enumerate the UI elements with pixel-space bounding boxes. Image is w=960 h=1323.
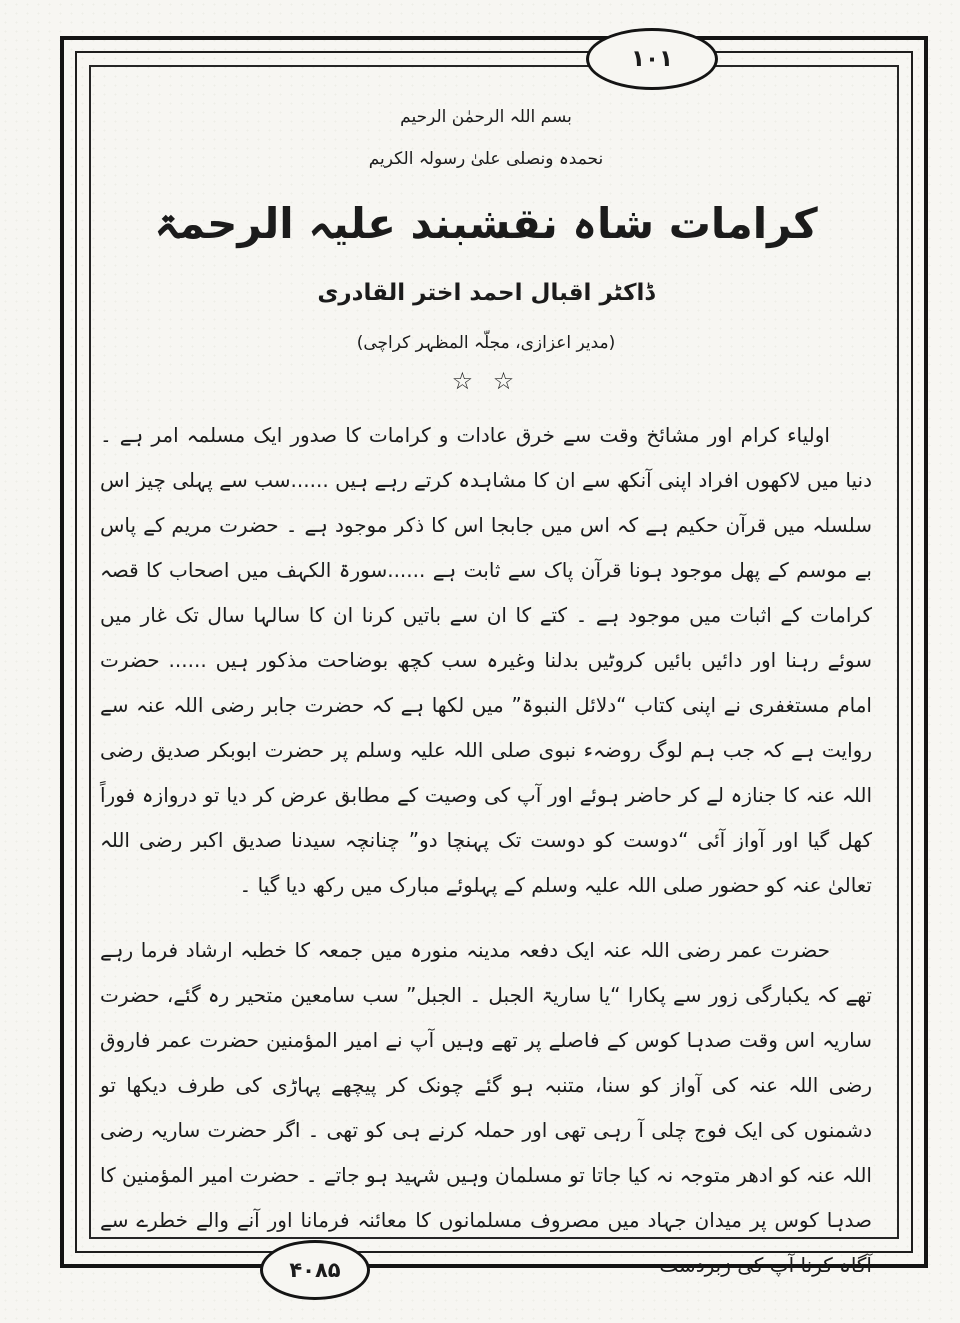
author-name: ڈاکٹر اقبال احمد اختر القادری bbox=[317, 280, 655, 306]
bottom-page-number-badge bbox=[260, 1240, 370, 1300]
body-paragraph-2: حضرت عمر رضی اللہ عنہ ایک دفعہ مدینہ منورہ میں جمعہ کا خطبہ ارشاد فرما رہے تھے کہ یکبارگی زور سے پکارا “یا ساریۃ الجبل ۔ الجبل” سب سامعین متحیر رہ گئے، حضرت ساریہ اس وقت صدہا کوس کے فاصلے پر تھے وہیں آپ نے امیر المؤمنین حضرت عمر فاروق رضی اللہ عنہ کی آواز کو سنا، متنبہ ہو گئے چونک کر پیچھے پہاڑی کی طرف دیکھا تو دشمنوں کی ایک فوج چلی آ رہی تھی اور حملہ کرنے ہی کو تھی ۔ اگر حضرت ساریہ رضی اللہ عنہ کو ادھر متوجہ نہ کیا جاتا تو مسلمان وہیں شہید ہو جاتے ۔ حضرت امیر المؤمنین کا صدہا کوس پر میدان جہاد میں مصروف مسلمانوں کا معائنہ فرمانا اور آنے والے خطرے سے آگاہ کرنا آپ کی زبردست bbox=[100, 938, 872, 1277]
top-page-number-badge bbox=[586, 28, 718, 90]
star-divider: ☆ ☆ bbox=[451, 367, 521, 395]
tahmid-line: نحمدہ ونصلی علیٰ رسولہ الکریم bbox=[368, 149, 604, 169]
author-role: (مدیر اعزازی، مجلّہ المظہر کراچی) bbox=[356, 333, 616, 353]
bottom-page-number: ۴۰۸۵ bbox=[289, 1258, 341, 1282]
page-content bbox=[100, 98, 872, 1308]
bismillah-line: بسم اللہ الرحمٰن الرحیم bbox=[400, 107, 572, 127]
top-page-number: ۱۰۱ bbox=[630, 46, 674, 72]
article-title: کرامات شاہ نقشبند علیہ الرحمۃ bbox=[154, 199, 818, 248]
body-paragraph-1: اولیاء کرام اور مشائخ وقت سے خرق عادات و کرامات کا صدور ایک مسلمہ امر ہے ۔ دنیا میں لاکھوں افراد اپنی آنکھ سے ان کا مشاہدہ کرتے رہے ہیں ......سب سے پہلی چیز اس سلسلہ میں قرآن حکیم ہے کہ اس میں جابجا اس کا ذکر موجود ہے ۔ حضرت مریم کے پاس بے موسم کے پھل موجود ہونا قرآن پاک سے ثابت ہے ......سورۃ الکہف میں اصحاب کا قصہ کرامات کے اثبات میں موجود ہے ۔ کتے کا ان سے باتیں کرنا ان کا سالہا سال تک غار میں سوئے رہنا اور دائیں بائیں کروٹیں بدلنا وغیرہ سب کچھ بوضاحت مذکور ہیں ...... حضرت امام مستغفری نے اپنی کتاب “دلائل النبوۃ” میں لکھا ہے کہ حضرت جابر رضی اللہ عنہ سے روایت ہے کہ جب ہم لوگ روضہء نبوی صلی اللہ علیہ وسلم پر حضرت ابوبکر صدیق رضی اللہ عنہ کا جنازہ لے کر حاضر ہوئے اور آپ کی وصیت کے مطابق عرض کر دیا تو دروازہ فوراً کھل گیا اور آواز آئی “دوست کو دوست تک پہنچا دو” چنانچہ سیدنا صدیق اکبر رضی اللہ تعالیٰ عنہ کو حضور صلی اللہ علیہ وسلم کے پہلوئے مبارک میں رکھ دیا گیا ۔ bbox=[100, 423, 872, 897]
